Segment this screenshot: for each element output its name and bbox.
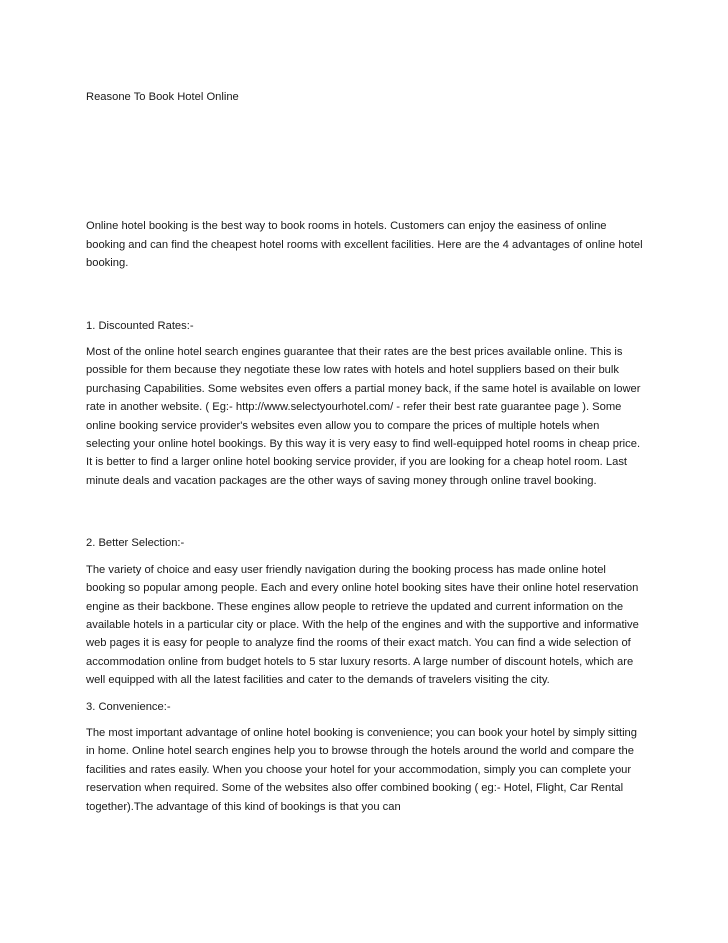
section-heading-convenience: 3. Convenience:- [86, 700, 171, 713]
document-page [86, 88, 646, 816]
intro-paragraph: Online hotel booking is the best way to book rooms in hotels. Customers can enjoy the easiness of online booking and can find the cheapest hotel rooms with excellent facilities. Here are the 4 advantages of online hotel booking. [86, 220, 643, 270]
document-title: Reasone To Book Hotel Online [86, 91, 239, 103]
section-heading-better-selection: 2. Better Selection:- [86, 537, 185, 550]
section-body-convenience: The most important advantage of online hotel booking is convenience; you can book your hotel by simply sitting in home. Online hotel search engines help you to browse through the hotels around the world and compare the facilities and rates easily. When you choose your hotel for your accommodation, simply you can complete your reservation when required. Some of the websites also offer combined booking ( eg:- Hotel, Flight, Car Rental together).The advantage of this kind of bookings is that you can [86, 726, 637, 813]
section-body-better-selection: The variety of choice and easy user friendly navigation during the booking process has made online hotel booking so popular among people. Each and every online hotel booking sites have their online hotel reservation engine as their backbone. These engines allow people to retrieve the updated and current information on the available hotels in a particular city or place. With the help of the engines and with the supportive and informative web pages it is easy for people to analyze find the rooms of their exact match. You can find a wide selection of accommodation online from budget hotels to 5 star luxury resorts. A large number of discount hotels, which are well equipped with all the latest facilities and cater to the demands of travelers visiting the city. [86, 563, 639, 687]
section-body-discounted-rates: Most of the online hotel search engines guarantee that their rates are the best prices available online. This is possible for them because they negotiate these low rates with hotels and hotel suppliers based on their bulk purchasing Capabilities. Some websites even offers a partial money back, if the same hotel is available on lower rate in another website. ( Eg:- http://www.selectyourhotel.com/ - refer their best rate guarantee page ). Some online booking service provider's websites even allow you to compare the prices of multiple hotels when selecting your online hotel bookings. By this way it is very easy to find well-equipped hotel rooms in cheap price. It is better to find a larger online hotel booking service provider, if you are looking for a cheap hotel room. Last minute deals and vacation packages are the other ways of saving money through online travel booking. [86, 346, 641, 487]
section-heading-discounted-rates: 1. Discounted Rates:- [86, 319, 194, 332]
